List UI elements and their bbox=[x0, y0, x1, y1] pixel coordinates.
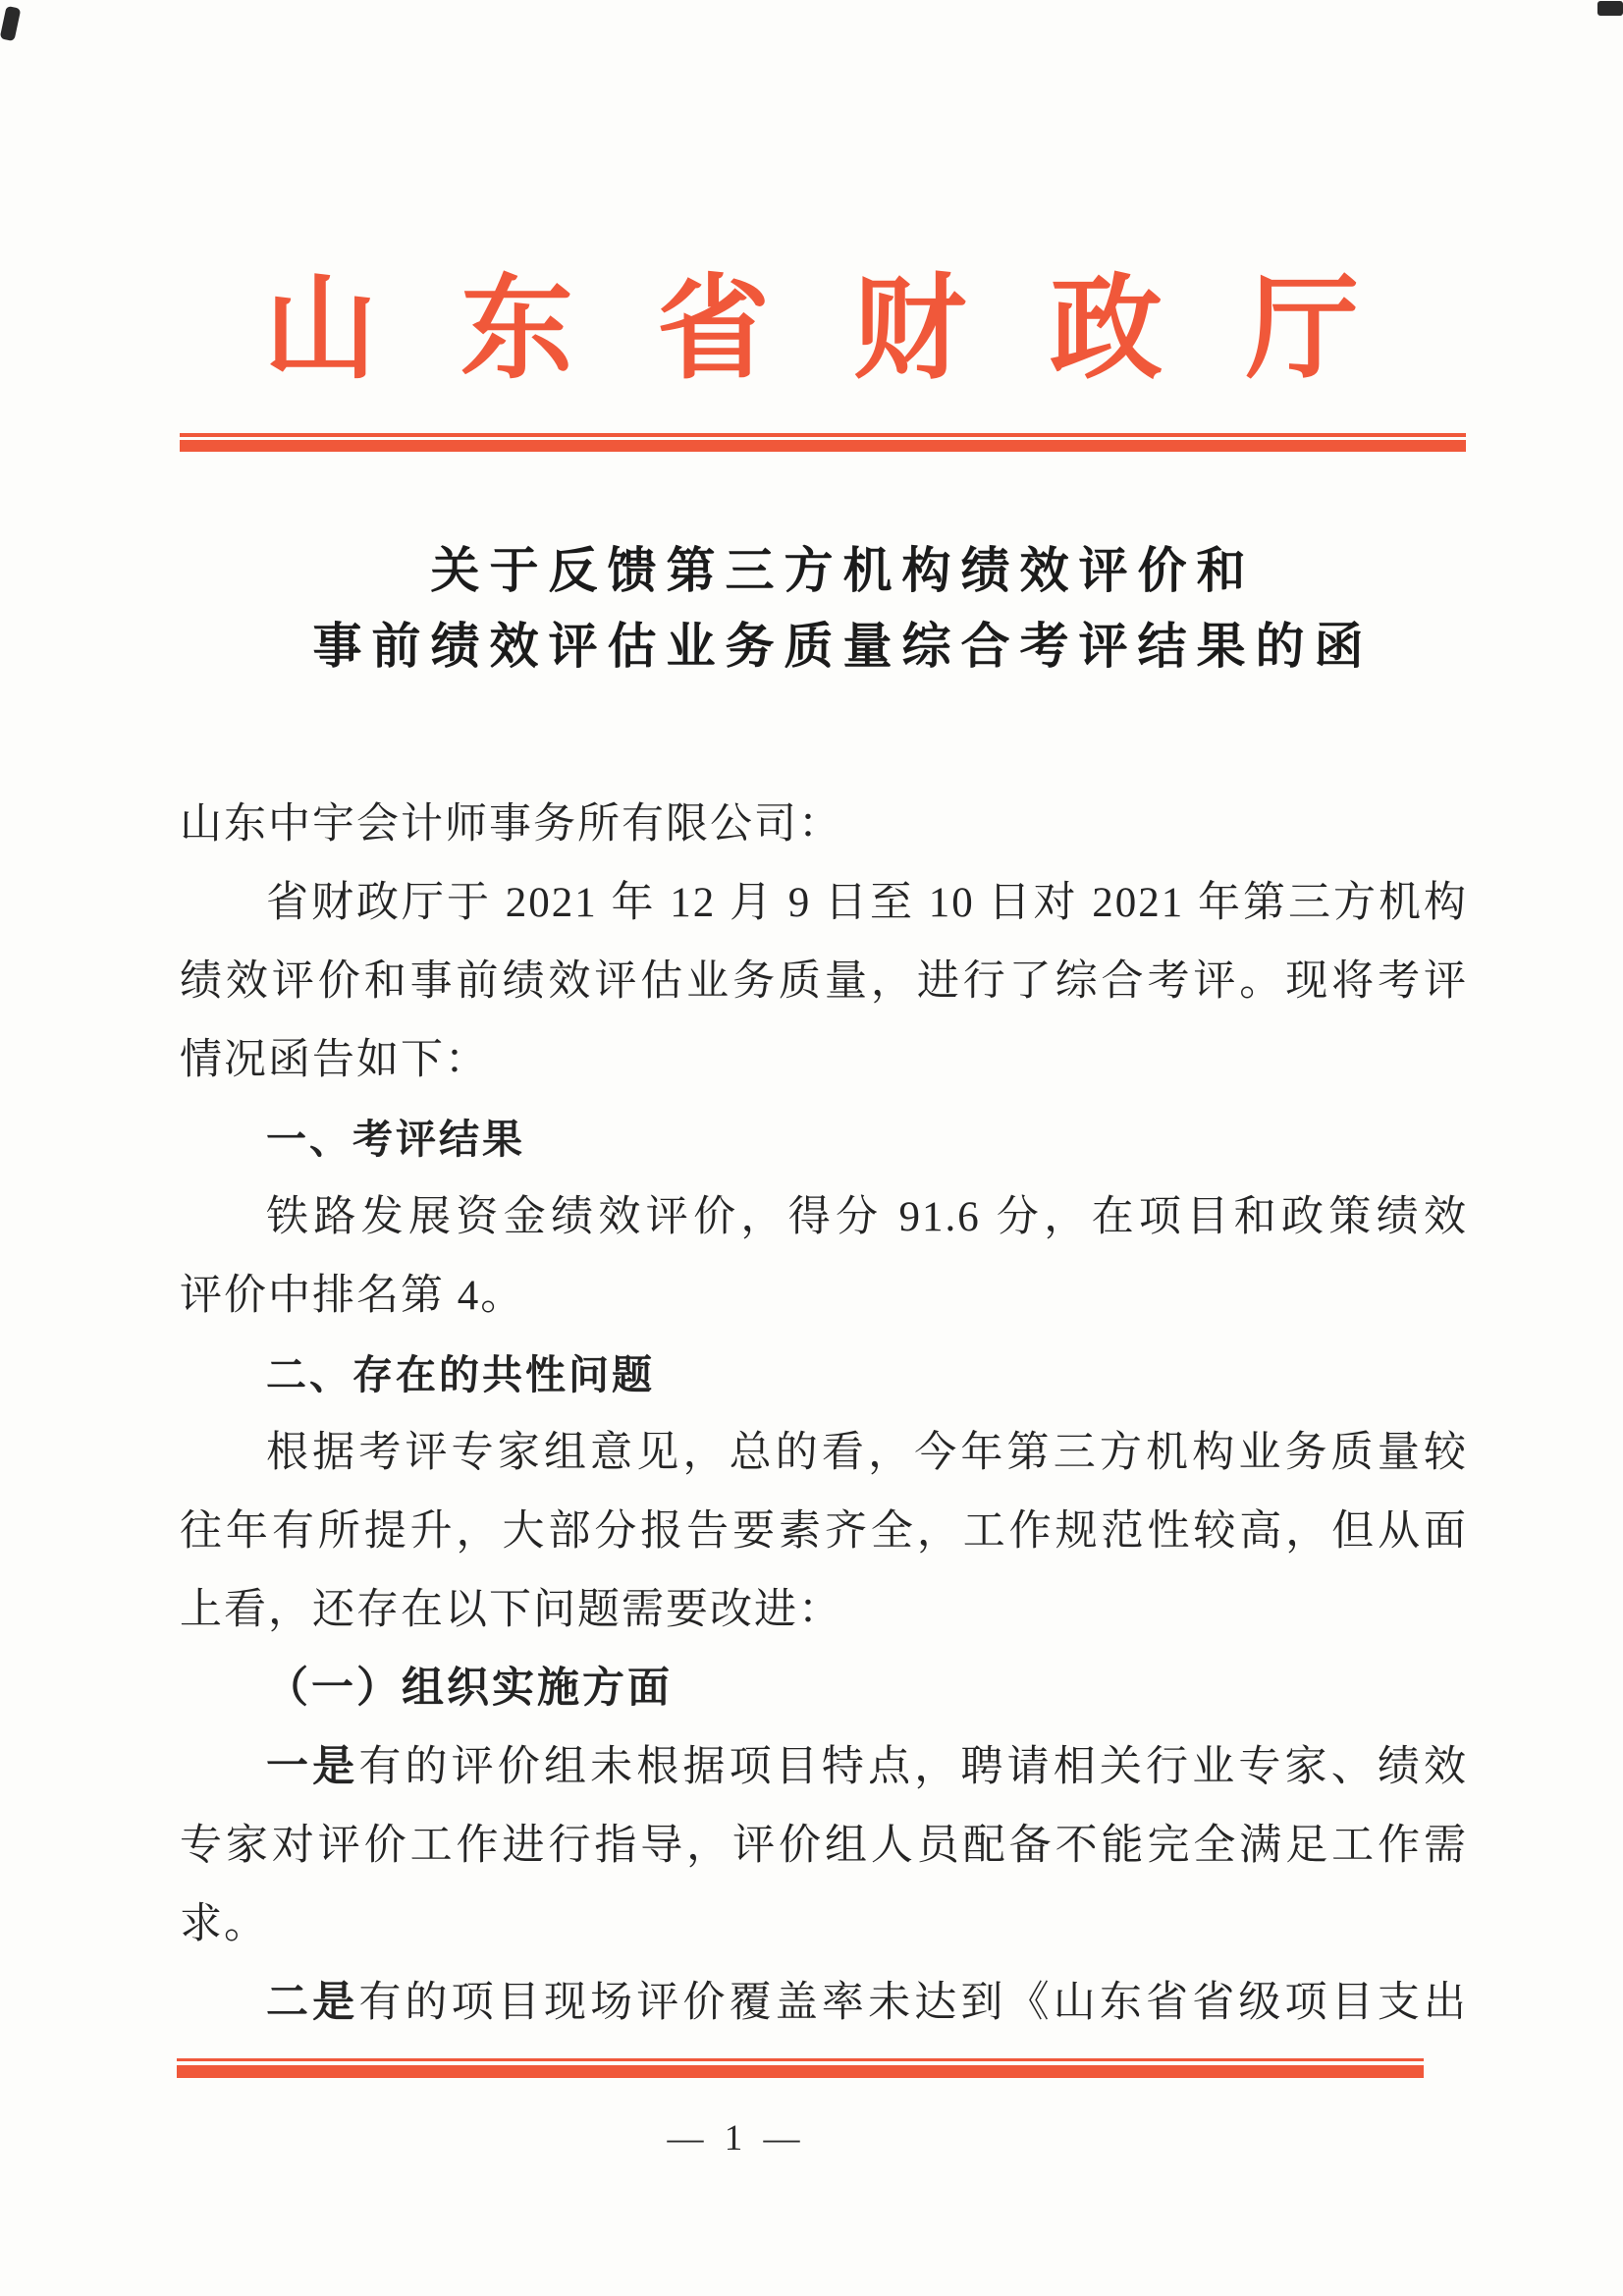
para3-line-1: 根据考评专家组意见，总的看，今年第三方机构业务质量较 bbox=[266, 1430, 1468, 1476]
section-heading-3: （一）组织实施方面 bbox=[266, 1666, 673, 1712]
recipient-line: 山东中宇会计师事务所有限公司： bbox=[180, 801, 842, 847]
para3-line-2: 往年有所提升，大部分报告要素齐全，工作规范性较高，但从面 bbox=[180, 1508, 1468, 1555]
document-title bbox=[31, 533, 1623, 684]
title-line-1: 关于反馈第三方机构绩效评价和 bbox=[430, 543, 1256, 598]
para1-line-3: 情况函告如下： bbox=[180, 1037, 489, 1083]
scan-artifact-top-left bbox=[0, 6, 21, 41]
title-line-2: 事前绩效评估业务质量综合考评结果的函 bbox=[312, 619, 1374, 674]
agency-name: 山东省财政厅 bbox=[263, 267, 1442, 392]
para4-text-segment: 有的评价组未根据项目特点，聘请相关行业专家、绩效 bbox=[358, 1744, 1469, 1790]
para4-line-3: 求。 bbox=[180, 1901, 268, 1947]
para5-lead-in: 二是 bbox=[266, 1980, 359, 2026]
section-heading-2: 二、存在的共性问题 bbox=[266, 1352, 655, 1397]
para4-line-1 bbox=[180, 1728, 1468, 1807]
footer-rule-thick-line bbox=[177, 2065, 1424, 2078]
para1-line-2: 绩效评价和事前绩效评估业务质量，进行了综合考评。现将考评 bbox=[180, 958, 1468, 1005]
para5-line-1 bbox=[180, 1964, 1468, 2043]
para2-line-1: 铁路发展资金绩效评价，得分 91.6 分，在项目和政策绩效 bbox=[266, 1194, 1468, 1240]
letter-body bbox=[180, 786, 1468, 2043]
scan-artifact-top-right bbox=[1597, 1, 1623, 16]
page-number: — 1 — bbox=[667, 2118, 806, 2159]
para3-line-3: 上看，还存在以下问题需要改进： bbox=[180, 1587, 842, 1633]
divider-thick-line bbox=[180, 440, 1466, 452]
para4-lead-in: 一是 bbox=[266, 1744, 359, 1790]
para5-text-segment: 有的项目现场评价覆盖率未达到《山东省省级项目支出 bbox=[358, 1980, 1469, 2026]
para2-line-2: 评价中排名第 4。 bbox=[180, 1273, 525, 1319]
section-heading-1: 一、考评结果 bbox=[266, 1117, 525, 1162]
para1-line-1: 省财政厅于 2021 年 12 月 9 日至 10 日对 2021 年第三方机构 bbox=[266, 880, 1468, 926]
para4-line-2: 专家对评价工作进行指导，评价组人员配备不能完全满足工作需 bbox=[180, 1823, 1468, 1869]
letterhead-divider-rule bbox=[180, 433, 1466, 452]
footer-rule bbox=[177, 2058, 1424, 2078]
